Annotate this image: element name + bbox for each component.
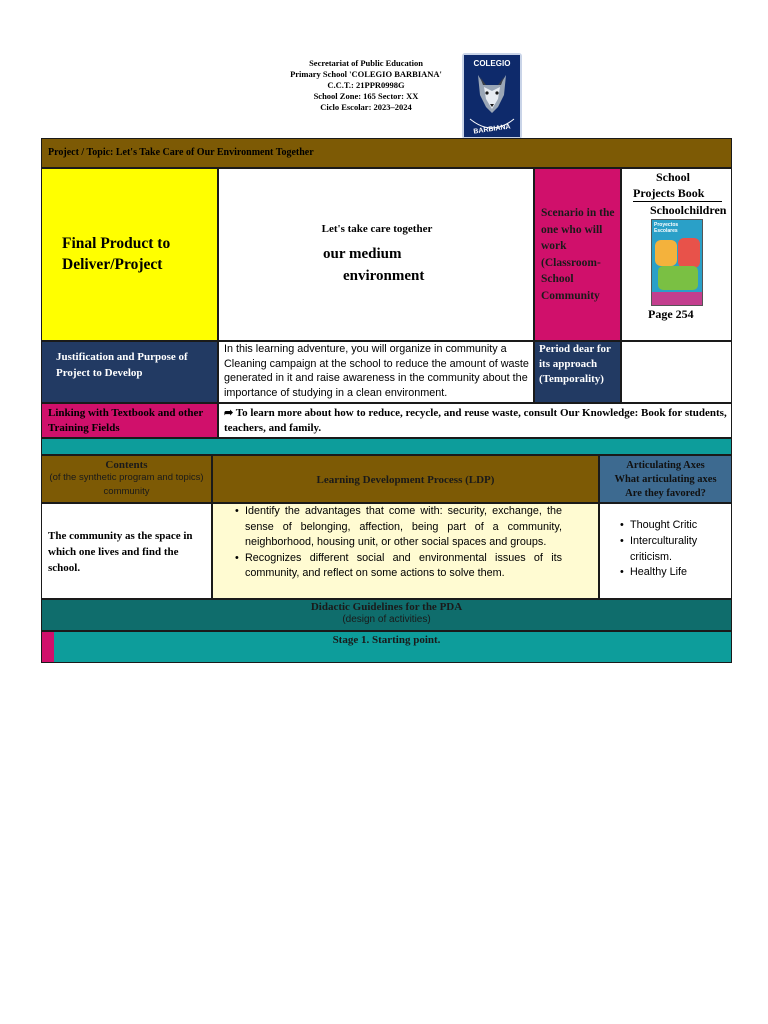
- book-page: Page 254: [648, 307, 694, 321]
- stage-title: Stage 1. Starting point.: [332, 634, 441, 646]
- guidelines-title: Didactic Guidelines for the PDA: [310, 601, 463, 613]
- header-line: School Zone: 165 Sector: XX: [313, 91, 419, 101]
- book-line1: School: [656, 170, 691, 184]
- ldp-items-cell: [212, 503, 599, 599]
- linking-text-cell: [218, 403, 732, 438]
- linking-label: Linking with Textbook and other Training Fields: [48, 407, 204, 434]
- justification-label-cell: [41, 341, 218, 403]
- final-product-label: Final Product to Deliver/Project: [62, 235, 171, 273]
- final-product-cell: [41, 168, 218, 341]
- logo-top-text: COLEGIO: [473, 59, 511, 68]
- period-label: Period dear for its approach (Temporality): [539, 343, 611, 385]
- wolf-logo-icon: [464, 55, 520, 137]
- school-header: [280, 58, 452, 113]
- content-text-cell: [41, 503, 212, 599]
- logo-bottom-text: BARBIANA: [473, 123, 512, 136]
- book-line2: Projects Book: [633, 185, 722, 202]
- scenario-cell: [534, 168, 621, 341]
- header-line: C.C.T.: 21PPR0998G: [327, 80, 405, 90]
- axes-items-cell: [599, 503, 732, 599]
- spacer-bar: [41, 438, 732, 455]
- linking-arrow-icon: ➦: [224, 407, 234, 419]
- book-cover-title: Proyectos Escolares: [654, 222, 679, 234]
- project-topic-bar: [41, 138, 732, 168]
- project-title-small: Let's take care together: [321, 223, 433, 235]
- justification-text: In this learning adventure, you will organize in community a Cleaning campaign at the school to reduce the amount of waste generated in it and raise awareness in the community about the importance of studying in a clean environment.: [224, 343, 529, 399]
- header-line: Ciclo Escolar: 2023–2024: [320, 102, 412, 112]
- project-title-line2: environment: [343, 268, 425, 284]
- book-cover-image: [651, 219, 703, 306]
- scenario-label: Scenario in the one who will work (Classroom-School Community: [541, 207, 615, 302]
- axes-header-cell: [599, 455, 732, 503]
- book-line3: Schoolchildren: [650, 203, 727, 217]
- ldp-item: • Recognizes different social and environmental issues of its community, and reflect on some actions to solve them.: [233, 551, 562, 582]
- content-text: The community as the space in which one lives and find the school.: [48, 530, 193, 574]
- ldp-item: • Identify the advantages that come with: security, exchange, the sense of belonging, affection, being part of a community, neighborhood, housing unit, or other social spaces and groups.: [233, 504, 562, 551]
- axes-title: Articulating Axes What articulating axes Are they favored?: [614, 460, 717, 499]
- contents-header-cell: [41, 455, 212, 503]
- contents-subtitle2: community: [103, 486, 150, 497]
- contents-title: Contents: [105, 459, 148, 471]
- period-value-cell: [621, 341, 732, 403]
- justification-label: Justification and Purpose of Project to Develop: [56, 351, 188, 379]
- period-label-cell: [534, 341, 621, 403]
- justification-text-cell: [218, 341, 534, 403]
- header-line: Primary School 'COLEGIO BARBIANA': [290, 69, 442, 79]
- linking-text: To learn more about how to reduce, recycle, and reuse waste, consult Our Knowledge: Book for students, teachers, and family.: [224, 407, 727, 434]
- project-title-line1: our medium: [323, 246, 402, 262]
- project-title-cell: [218, 168, 534, 341]
- linking-label-cell: [41, 403, 218, 438]
- book-cell: [621, 168, 732, 341]
- axes-item: • Interculturality criticism.: [618, 534, 701, 566]
- guidelines-bar: [41, 599, 732, 631]
- project-topic: Project / Topic: Let's Take Care of Our Environment Together: [48, 147, 314, 158]
- ldp-title: Learning Development Process (LDP): [316, 474, 495, 486]
- header-line: Secretariat of Public Education: [309, 58, 423, 68]
- stage-bar: [41, 631, 732, 663]
- axes-item: • Healthy Life: [618, 565, 701, 581]
- guidelines-subtitle: (design of activities): [342, 614, 431, 625]
- contents-subtitle: (of the synthetic program and topics): [49, 472, 204, 483]
- school-logo: [462, 53, 522, 139]
- ldp-header-cell: [212, 455, 599, 503]
- axes-item: • Thought Critic: [618, 518, 701, 534]
